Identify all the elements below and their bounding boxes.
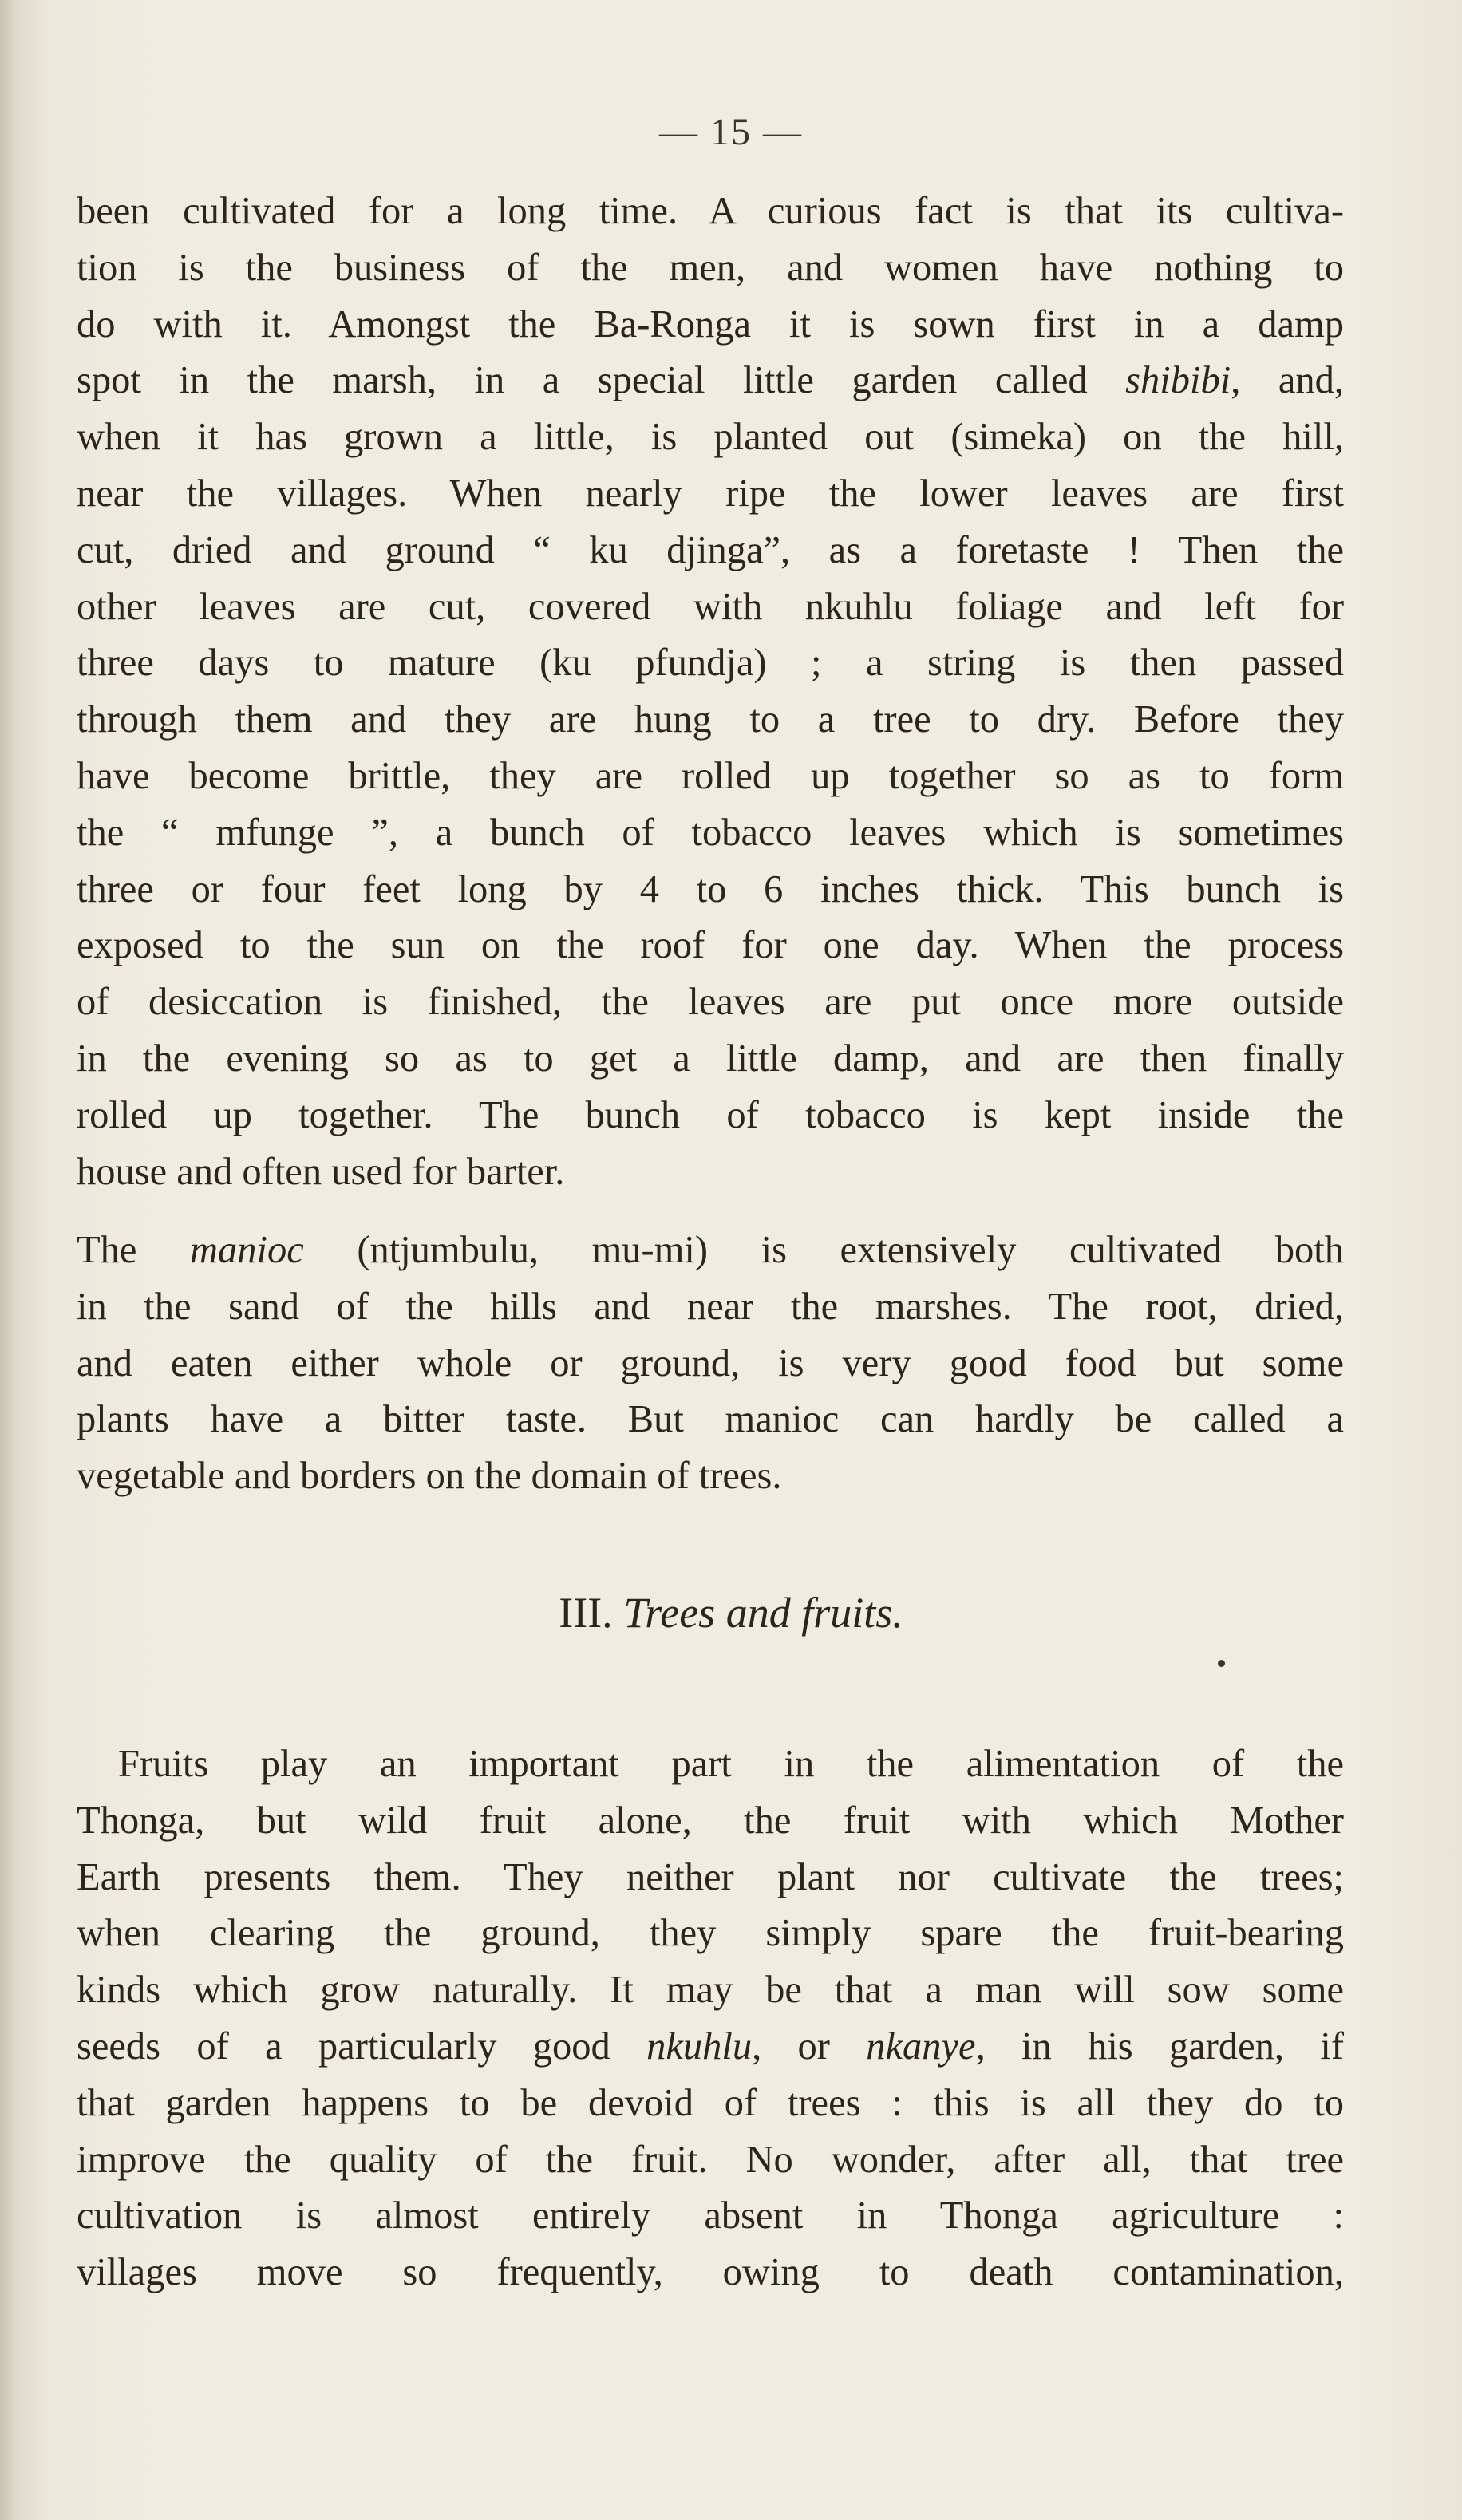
section-number: III. xyxy=(559,1589,613,1637)
section-heading xyxy=(0,1588,1462,1637)
text-run: , in his garden, if xyxy=(975,2024,1344,2068)
text-line xyxy=(77,1222,1344,1279)
text-line: tion is the business of the men, and women have nothing to xyxy=(77,246,1344,289)
text-line xyxy=(77,353,1344,409)
section-title: Trees and fruits. xyxy=(623,1589,903,1637)
text-line: and eaten either whole or ground, is very good food but some xyxy=(77,1341,1344,1384)
text-line: three days to mature (ku pfundja) ; a string is then passed xyxy=(77,642,1344,685)
text-line: of desiccation is finished, the leaves are put once more outside xyxy=(77,981,1344,1024)
text-line: rolled up together. The bunch of tobacco is kept inside the xyxy=(77,1093,1344,1136)
text-line xyxy=(77,2019,1344,2076)
italic-term-nkuhlu: nkuhlu xyxy=(646,2024,753,2068)
text-line: plants have a bitter taste. But manioc can hardly be called a xyxy=(77,1398,1344,1441)
text-run: spot in the marsh, in a special little garden called xyxy=(77,359,1126,402)
text-line: house and often used for barter. xyxy=(77,1150,565,1193)
text-line: near the villages. When nearly ripe the lower leaves are first xyxy=(77,472,1344,515)
text-line: in the sand of the hills and near the marshes. The root, dried, xyxy=(77,1285,1344,1328)
text-line: the “ mfunge ”, a bunch of tobacco leaves which is sometimes xyxy=(77,811,1344,854)
text-line: cultivation is almost entirely absent in Thonga agriculture : xyxy=(77,2194,1344,2238)
text-line: Earth presents them. They neither plant nor cultivate the trees; xyxy=(77,1855,1344,1898)
italic-term-shibibi: shibibi xyxy=(1125,359,1231,402)
paragraph-manioc xyxy=(77,1222,1344,1505)
text-line: cut, dried and ground “ ku djinga”, as a foretaste ! Then the xyxy=(77,528,1344,571)
text-line: other leaves are cut, covered with nkuhlu foliage and left for xyxy=(77,585,1344,628)
text-line: been cultivated for a long time. A curious fact is that its cultiva- xyxy=(77,190,1344,232)
text-line: do with it. Amongst the Ba-Ronga it is sown first in a damp xyxy=(77,302,1344,346)
italic-term-manioc: manioc xyxy=(189,1229,304,1271)
text-line: improve the quality of the fruit. No wonder, after all, that tree xyxy=(77,2138,1344,2181)
ink-speck xyxy=(1218,1660,1225,1667)
paragraph-fruits xyxy=(77,1736,1344,2301)
text-line: have become brittle, they are rolled up together so as to form xyxy=(77,754,1344,797)
text-line: vegetable and borders on the domain of trees. xyxy=(77,1455,782,1498)
text-line: in the evening so as to get a little damp, and are then finally xyxy=(77,1037,1344,1080)
text-line: when it has grown a little, is planted out (simeka) on the hill, xyxy=(77,416,1344,459)
text-line: when clearing the ground, they simply spare the fruit-bearing xyxy=(77,1912,1344,1955)
text-line: Thonga, but wild fruit alone, the fruit with which Mother xyxy=(77,1799,1344,1842)
text-run: The xyxy=(77,1229,190,1271)
text-line: kinds which grow naturally. It may be that a man will sow some xyxy=(77,1969,1344,2012)
page-number: — 15 — xyxy=(659,111,803,153)
text-line: that garden happens to be devoid of trees : this is all they do to xyxy=(77,2081,1344,2124)
text-line: villages move so frequently, owing to death contamination, xyxy=(77,2251,1344,2294)
text-line: through them and they are hung to a tree to dry. Before they xyxy=(77,698,1344,741)
text-line: exposed to the sun on the roof for one day. When the process xyxy=(77,924,1344,967)
text-run: , or xyxy=(752,2024,867,2068)
text-line: three or four feet long by 4 to 6 inches thick. This bunch is xyxy=(77,867,1344,910)
text-run: , and, xyxy=(1231,359,1344,402)
text-run: (ntjumbulu, mu-mi) is extensively cultivated both xyxy=(303,1229,1345,1271)
text-line: Fruits play an important part in the alimentation of the xyxy=(118,1743,1344,1785)
text-run: seeds of a particularly good xyxy=(77,2024,647,2068)
italic-term-nkanye: nkanye xyxy=(866,2024,976,2068)
paragraph-tobacco-cultivation xyxy=(77,184,1344,1200)
